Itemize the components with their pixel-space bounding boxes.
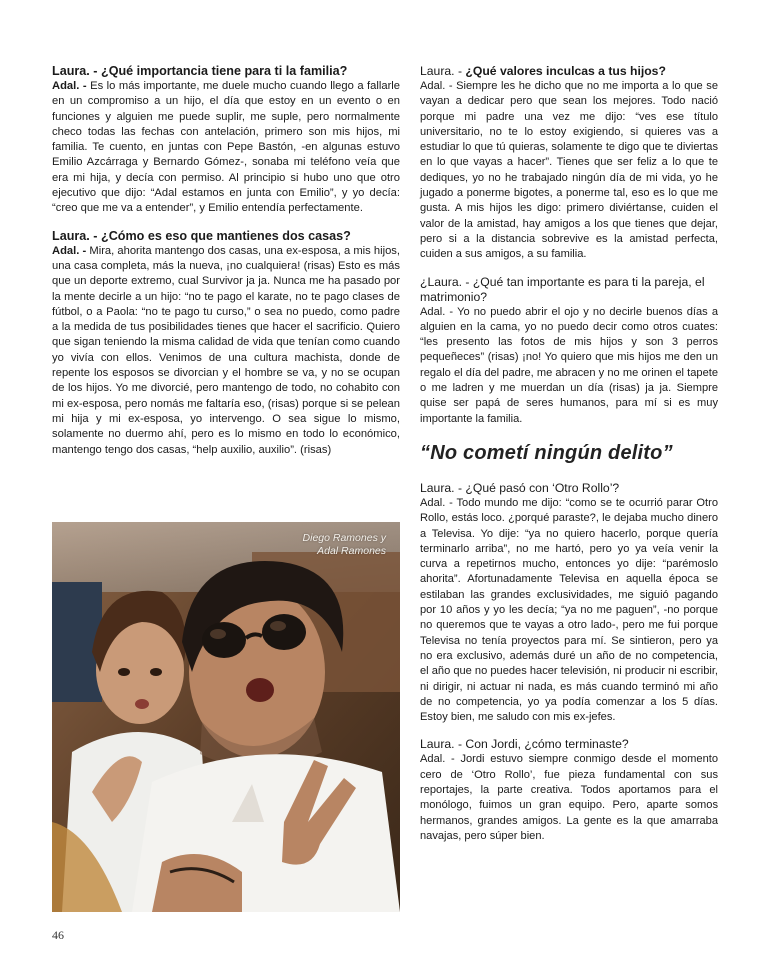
- qa-partner: [420, 275, 718, 427]
- answer-text: Yo no puedo abrir el ojo y no decirle buenos días a alguien en la cama, yo no puedo decir como otros cuates: “les presento las fotos de mis hijos y son 3 perros pequeñeces” (risas) ¡no! Yo quiero que mis hijos me den un regalo el día del padre, me abracen y no me orinen el tapete o me ladren y me muerdan un día (risas) ja ja. Siempre quise ser papá de seres humanos, para mí si es muy importante la familia.: [420, 305, 718, 425]
- question-line: [420, 481, 718, 496]
- speaker-label: Adal. -: [420, 753, 455, 766]
- answer-paragraph: [420, 752, 718, 844]
- speaker-label: Adal. -: [420, 305, 454, 318]
- interviewer-label: Laura. -: [420, 737, 463, 752]
- interviewer-label: ¿Laura. -: [420, 274, 470, 289]
- qa-family: [52, 64, 400, 217]
- section-headline: “No cometí ningún delito”: [420, 441, 673, 464]
- qa-jordi: [420, 737, 718, 844]
- question-text: ¿Qué tan importante es para ti la pareja, el matrimonio?: [420, 274, 705, 304]
- speaker-label: Adal. -: [420, 496, 453, 509]
- qa-otro-rollo: [420, 481, 718, 725]
- question-text: ¿Qué valores inculcas a tus hijos?: [465, 64, 666, 78]
- interviewer-label: Laura. -: [420, 480, 463, 495]
- answer-paragraph: [52, 244, 400, 458]
- page-number: 46: [52, 928, 64, 942]
- right-column: [420, 64, 718, 856]
- speaker-label: Adal. -: [420, 80, 453, 92]
- photo-illustration: [52, 522, 400, 912]
- speaker-label: Adal. -: [52, 80, 87, 92]
- answer-paragraph: [420, 305, 718, 427]
- question-text: ¿Qué importancia tiene para ti la familia?: [101, 64, 348, 78]
- answer-paragraph: [420, 79, 718, 263]
- question-text: ¿Cómo es eso que mantienes dos casas?: [101, 228, 351, 243]
- question-line: [52, 64, 400, 79]
- answer-text: Jordi estuvo siempre conmigo desde el momento cero de ‘Otro Rollo’, fue pieza fundamental con sus reportajes, la parte creativa. Todos aportamos para el monólogo, fuimos un gran equipo. Pero, aparte somos hermanos, grandes amigos. La gente es la que amarraba navajas, pero súper bien.: [420, 753, 718, 842]
- caption-line-2: Adal Ramones: [317, 545, 386, 557]
- question-text: Con Jordi, ¿cómo terminaste?: [465, 737, 629, 752]
- answer-text: Mira, ahorita mantengo dos casas, una ex-esposa, a mis hijos, una casa completa, más la nueva, ¡no cualquiera! (risas) Esto es más que un deporte extremo, cual Survivor ja ja. Nunca me ha pasado por la mente decirle a un hijo: “no te pago el karate, no te pago clases de fútbol, o a Paola: “no te pago tu curso,” o sea no puedo, como padre a la medida de tus posibilidades tienes que hacer el sacrificio. Quiero que sigan teniendo la misma calidad de vida que tenían como cuando yo vivía con ellos. Venimos de una cultura machista, donde de repente los esposos se divorcian y el hombre se va, y no se ocupan de los hijos. Yo me divorcié, pero mantengo de todo, no cohabito con mi ex-esposa, pero nomás me faltaría eso, (risas) porque si se pelean mi hija y mi ex-esposa, yo intervengo. O sea sigue lo mismo, solamente no duermo ahí, pero es lo mismo en todo lo económico, mantengo tengo dos casas, “help auxilio, auxilio”. (risas): [52, 244, 401, 456]
- qa-values: [420, 64, 718, 263]
- qa-two-houses: [52, 229, 400, 458]
- answer-text: Todo mundo me dijo: “como se te ocurrió parar Otro Rollo, estás loco. ¿porqué paraste?, le dejaba mucho dinero a Televisa. Yo dije: “ya no quiero hacerlo, porque quería terminarlo arriba”, no me hartó, pero yo ya veía venir la curva a repetirnos mucho, entonces yo dije: “parémoslo ahorita”. Afortunadamente Televisa en aquella época se estilaban las grandes exclusividades, me siguió pagando por 10 años y yo les decía; “ya no me paguen”, -no porque no queremos que te vayas a otro lado-, pero me fui porque Televisa no tenía proyectos para mí. Se sintieron, pero ya no era exclusivo, además duré un año de no competencia, el año que no puedes hacer televisión, ni producir ni escribir, ni dirigir, ni actuar ni nada, es más cuando terminó mi año de no competencia, yo ya podía comenzar a los 5 días. Estoy bien, me saludo con mis ex-jefes.: [420, 496, 719, 724]
- question-line: [52, 229, 400, 244]
- left-column: [52, 64, 400, 470]
- interviewer-label: Laura. -: [420, 64, 463, 78]
- selfie-photo: [52, 522, 400, 912]
- question-line: [420, 275, 718, 305]
- answer-text: Es lo más importante, me duele mucho cuando llego a fallarle en un compromiso a un hijo, el día que estoy en un evento o en funciones y alguien me puede suplir, me suple, pero normalmente checo todas las fechas con antelación, primero son mis hijos, mi familia. Te cuento, en juntas con Pepe Bastón, -en algunas estuvo Emilio Azcárraga y Bernardo Gómez-, sonaba mi teléfono veía que era mi hija, y decía con permiso. Al principio si hubo uno que otro ejecutivo que dijo: “Adal estamos en junta con Emilio”, y yo decía: “creo que me va a entender”, y Emilio entendía perfectamente.: [52, 80, 401, 215]
- answer-text: Siempre les he dicho que no me importa a lo que se vayan a dedicar pero que sean los mejores. Todo nació porque mi padre una vez me dijo: “ves ese título universitario, no te lo estoy exigiendo, si quieres vas a estudiar lo que tú quieras, solamente te digo que te diviertas en lo que vayas a hacer”. Tienes que ser feliz a lo que te dediques, yo no he trabajado ningún día de mi vida, yo he jugado a ponerme bigotes, a ponerme tal, eso es lo que me gusta. A mis hijos les digo: primero diviértanse, cuiden el valor de la amistad, hay amigos a los que tienes que dejar, pero si a la distancia sobrevive es la amistad perfecta, cuiden a sus amigos, a su familia.: [420, 80, 718, 261]
- answer-paragraph: [420, 496, 718, 725]
- interviewer-label: Laura. -: [52, 64, 98, 78]
- question-text: ¿Qué pasó con ‘Otro Rollo’?: [465, 480, 620, 495]
- question-line: [420, 64, 718, 79]
- speaker-label: Adal. -: [52, 244, 87, 257]
- photo-caption: [303, 532, 386, 558]
- interviewer-label: Laura. -: [52, 228, 98, 243]
- caption-line-1: Diego Ramones y: [302, 532, 386, 544]
- answer-paragraph: [52, 79, 400, 217]
- question-line: [420, 737, 718, 752]
